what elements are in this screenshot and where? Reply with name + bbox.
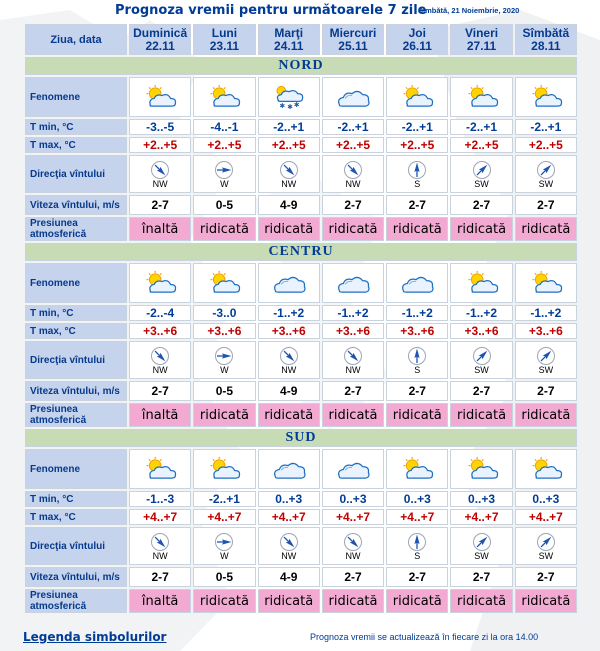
sun-cloud-icon (462, 270, 502, 296)
tmax-cell: +3..+6 (515, 323, 577, 339)
wind-speed-cell: 2-7 (515, 567, 577, 587)
phenomena-cell (450, 77, 512, 117)
wind-speed-cell: 4-9 (258, 567, 320, 587)
wind-speed-cell: 2-7 (322, 381, 384, 401)
wind-direction-cell (193, 155, 255, 193)
tmax-cell: +3..+6 (193, 323, 255, 339)
day-date: 22.11 (145, 38, 175, 53)
tmin-cell: -1..+2 (515, 305, 577, 321)
wind-direction-row (25, 527, 577, 565)
wind-speed-row (25, 567, 577, 587)
day-date: 23.11 (209, 38, 240, 53)
tmin-cell: -2..+1 (386, 119, 448, 135)
wind-direction-value: NW (152, 551, 168, 561)
tmin-cell: -1..+2 (258, 305, 320, 321)
phenomena-cell (193, 263, 255, 303)
day-name: Sîmbătă (522, 25, 570, 40)
wind-arrow-icon (535, 346, 557, 366)
tmax-cell: +2..+5 (322, 137, 384, 153)
footer (0, 626, 600, 651)
pressure-label: Presiunea atmosferică (25, 589, 127, 613)
tmin-cell: -4..-1 (193, 119, 255, 135)
wind-direction-cell (322, 341, 384, 379)
wind-arrow-icon (278, 532, 300, 552)
wind-direction-value: SW (474, 179, 489, 189)
wind-direction-value: NW (345, 551, 361, 561)
tmax-row (25, 323, 577, 339)
wind-speed-cell: 2-7 (129, 381, 191, 401)
wind-direction-cell (386, 155, 448, 193)
tmin-cell: 0..+3 (515, 491, 577, 507)
wind-speed-row (25, 195, 577, 215)
tmax-cell: +3..+6 (450, 323, 512, 339)
tmax-label: T max, °C (25, 137, 127, 153)
wind-arrow-icon (342, 532, 364, 552)
phenomena-label: Fenomene (25, 449, 127, 489)
region-row (25, 57, 577, 75)
pressure-cell: ridicată (450, 403, 512, 427)
wind-direction-value: NW (345, 365, 361, 375)
pressure-cell: ridicată (193, 589, 255, 613)
tmin-cell: -2..-4 (129, 305, 191, 321)
phenomena-cell (322, 77, 384, 117)
phenomena-cell (193, 449, 255, 489)
wind-speed-cell: 4-9 (258, 195, 320, 215)
pressure-cell: ridicată (322, 217, 384, 241)
wind-direction-value: S (414, 365, 421, 375)
tmax-row (25, 137, 577, 153)
forecast-table (23, 22, 579, 615)
sun-cloud-icon (397, 456, 437, 482)
wind-speed-cell: 2-7 (515, 195, 577, 215)
day-date: 24.11 (274, 38, 304, 53)
tmin-cell: -1..+2 (450, 305, 512, 321)
sun-cloud-icon (140, 456, 180, 482)
pressure-cell: înaltă (129, 403, 191, 427)
wind-arrow-icon (213, 346, 235, 366)
tmax-label: T max, °C (25, 323, 127, 339)
sun-cloud-icon (526, 84, 566, 110)
pressure-cell: ridicată (386, 589, 448, 613)
cloud-icon (269, 456, 309, 482)
region-title: NORD (25, 57, 577, 75)
tmax-cell: +4..+7 (258, 509, 320, 525)
tmax-cell: +3..+6 (129, 323, 191, 339)
sun-cloud-icon (462, 84, 502, 110)
day-name: Luni (211, 25, 238, 40)
tmin-cell: -2..+1 (450, 119, 512, 135)
tmin-label: T min, °C (25, 119, 127, 135)
pressure-row (25, 217, 577, 241)
tmax-cell: +4..+7 (386, 509, 448, 525)
svg-text:✱: ✱ (286, 103, 293, 110)
pressure-cell: înaltă (129, 217, 191, 241)
current-date: Sîmbătă, 21 Noiembrie, 2020 (418, 6, 520, 15)
wind-speed-cell: 2-7 (386, 195, 448, 215)
tmin-cell: -1..+2 (386, 305, 448, 321)
pressure-cell: ridicată (515, 403, 577, 427)
phenomena-cell (515, 449, 577, 489)
wind-direction-cell (258, 341, 320, 379)
tmin-cell: 0..+3 (258, 491, 320, 507)
phenomena-cell (322, 449, 384, 489)
wind-direction-cell (515, 527, 577, 565)
wind-direction-value: SW (538, 365, 554, 375)
tmax-cell: +2..+5 (386, 137, 448, 153)
wind-arrow-icon (471, 160, 493, 180)
tmax-cell: +3..+6 (258, 323, 320, 339)
wind-arrow-icon (406, 346, 428, 366)
phenomena-cell (258, 449, 320, 489)
tmax-cell: +4..+7 (450, 509, 512, 525)
wind-arrow-icon (149, 346, 171, 366)
phenomena-label: Fenomene (25, 77, 127, 117)
day-name: Joi (408, 25, 426, 40)
tmin-row (25, 305, 577, 321)
pressure-cell: ridicată (193, 403, 255, 427)
wind-direction-value: NW (281, 179, 297, 189)
day-date: 27.11 (466, 38, 497, 53)
tmin-cell: 0..+3 (386, 491, 448, 507)
phenomena-cell (129, 449, 191, 489)
tmin-row (25, 119, 577, 135)
tmin-cell: 0..+3 (450, 491, 512, 507)
wind-arrow-icon (342, 346, 364, 366)
phenomena-cell (322, 263, 384, 303)
wind-arrow-icon (406, 160, 428, 180)
wind-arrow-icon (213, 160, 235, 180)
tmin-cell: -2..+1 (258, 119, 320, 135)
wind-direction-label: Direcţia vîntului (25, 527, 127, 565)
phenomena-row (25, 449, 577, 489)
day-header (193, 24, 255, 55)
phenomena-cell (450, 449, 512, 489)
wind-speed-row (25, 381, 577, 401)
wind-arrow-icon (406, 532, 428, 552)
wind-speed-cell: 0-5 (193, 567, 255, 587)
tmax-cell: +2..+5 (450, 137, 512, 153)
wind-speed-label: Viteza vîntului, m/s (25, 195, 127, 215)
tmax-cell: +2..+5 (258, 137, 320, 153)
wind-direction-cell (193, 341, 255, 379)
pressure-cell: înaltă (129, 589, 191, 613)
phenomena-cell (386, 263, 448, 303)
tmax-cell: +4..+7 (322, 509, 384, 525)
sun-cloud-icon (526, 270, 566, 296)
pressure-cell: ridicată (258, 589, 320, 613)
wind-speed-label: Viteza vîntului, m/s (25, 567, 127, 587)
wind-direction-value: SW (538, 551, 554, 561)
phenomena-row (25, 77, 577, 117)
wind-arrow-icon (535, 532, 557, 552)
legend-link[interactable]: Legenda simbolurilor (23, 630, 167, 644)
tmin-label: T min, °C (25, 491, 127, 507)
pressure-cell: ridicată (450, 589, 512, 613)
header (0, 0, 600, 22)
tmin-cell: -2..+1 (322, 119, 384, 135)
wind-arrow-icon (471, 532, 493, 552)
sun-cloud-icon (140, 84, 180, 110)
wind-direction-value: NW (152, 365, 168, 375)
day-header (450, 24, 512, 55)
sun-cloud-icon (140, 270, 180, 296)
wind-speed-label: Viteza vîntului, m/s (25, 381, 127, 401)
cloud-icon (333, 270, 373, 296)
cloud-icon (397, 270, 437, 296)
wind-direction-cell (450, 341, 512, 379)
wind-arrow-icon (213, 532, 235, 552)
wind-direction-row (25, 155, 577, 193)
wind-direction-cell (450, 155, 512, 193)
wind-direction-value: W (220, 365, 229, 375)
wind-speed-cell: 2-7 (386, 567, 448, 587)
svg-text:✱: ✱ (279, 102, 285, 110)
wind-direction-value: SW (474, 365, 489, 375)
wind-speed-cell: 2-7 (450, 195, 512, 215)
tmax-label: T max, °C (25, 509, 127, 525)
wind-arrow-icon (471, 346, 493, 366)
pressure-cell: ridicată (515, 589, 577, 613)
wind-direction-value: NW (152, 179, 168, 189)
wind-arrow-icon (149, 160, 171, 180)
wind-direction-cell (515, 341, 577, 379)
wind-arrow-icon (535, 160, 557, 180)
day-name: Duminică (133, 25, 188, 40)
tmax-cell: +3..+6 (386, 323, 448, 339)
wind-direction-cell (258, 527, 320, 565)
wind-direction-cell (193, 527, 255, 565)
region-title: SUD (25, 429, 577, 447)
wind-speed-cell: 4-9 (258, 381, 320, 401)
wind-direction-value: SW (538, 179, 554, 189)
sun-cloud-icon (204, 270, 244, 296)
tmax-cell: +4..+7 (129, 509, 191, 525)
tmin-cell: -1..-3 (129, 491, 191, 507)
wind-direction-value: NW (345, 179, 361, 189)
wind-speed-cell: 2-7 (322, 195, 384, 215)
pressure-label: Presiunea atmosferică (25, 217, 127, 241)
wind-arrow-icon (149, 532, 171, 552)
day-name: Marţi (274, 25, 304, 40)
tmax-cell: +2..+5 (193, 137, 255, 153)
pressure-cell: ridicată (386, 403, 448, 427)
tmin-row (25, 491, 577, 507)
cloud-icon (269, 270, 309, 296)
wind-direction-label: Direcţia vîntului (25, 155, 127, 193)
cloud-icon (333, 84, 373, 110)
phenomena-cell (193, 77, 255, 117)
tmax-cell: +4..+7 (193, 509, 255, 525)
wind-direction-cell (322, 155, 384, 193)
wind-speed-cell: 2-7 (322, 567, 384, 587)
wind-speed-cell: 2-7 (515, 381, 577, 401)
wind-direction-value: S (414, 179, 421, 189)
phenomena-cell (129, 77, 191, 117)
wind-direction-value: S (414, 551, 421, 561)
update-note: Prognoza vremii se actualizează în fiecare zi la ora 14.00 (310, 632, 539, 642)
cloud-snow-icon (269, 84, 309, 110)
wind-speed-cell: 0-5 (193, 195, 255, 215)
day-date-header: Ziua, data (25, 24, 127, 55)
pressure-cell: ridicată (258, 403, 320, 427)
tmin-cell: -2..+1 (515, 119, 577, 135)
wind-direction-cell (129, 527, 191, 565)
wind-direction-value: NW (281, 551, 297, 561)
phenomena-cell (258, 77, 320, 117)
region-title: CENTRU (25, 243, 577, 261)
wind-direction-value: W (220, 179, 229, 189)
phenomena-label: Fenomene (25, 263, 127, 303)
tmin-cell: -2..+1 (193, 491, 255, 507)
sun-cloud-icon (204, 84, 244, 110)
day-name: Miercuri (329, 25, 377, 40)
pressure-cell: ridicată (322, 403, 384, 427)
phenomena-cell (515, 263, 577, 303)
tmax-cell: +2..+5 (515, 137, 577, 153)
wind-speed-cell: 2-7 (450, 567, 512, 587)
wind-direction-cell (129, 341, 191, 379)
tmin-cell: -3..-5 (129, 119, 191, 135)
tmax-row (25, 509, 577, 525)
wind-direction-cell (322, 527, 384, 565)
wind-direction-cell (386, 341, 448, 379)
wind-arrow-icon (278, 160, 300, 180)
cloud-icon (333, 456, 373, 482)
wind-direction-value: SW (474, 551, 489, 561)
day-date: 28.11 (531, 38, 561, 53)
day-header (129, 24, 191, 55)
day-name: Vineri (464, 25, 499, 40)
sun-cloud-icon (526, 456, 566, 482)
day-header (322, 24, 384, 55)
wind-direction-row (25, 341, 577, 379)
sun-cloud-icon (462, 456, 502, 482)
wind-speed-cell: 2-7 (129, 195, 191, 215)
pressure-cell: ridicată (515, 217, 577, 241)
wind-direction-cell (258, 155, 320, 193)
region-row (25, 243, 577, 261)
pressure-label: Presiunea atmosferică (25, 403, 127, 427)
phenomena-cell (515, 77, 577, 117)
wind-speed-cell: 2-7 (386, 381, 448, 401)
day-header (386, 24, 448, 55)
pressure-row (25, 589, 577, 613)
wind-direction-value: W (220, 551, 229, 561)
day-date: 26.11 (402, 38, 432, 53)
phenomena-cell (450, 263, 512, 303)
day-header (258, 24, 320, 55)
pressure-cell: ridicată (450, 217, 512, 241)
pressure-cell: ridicată (322, 589, 384, 613)
wind-speed-cell: 2-7 (129, 567, 191, 587)
phenomena-cell (386, 77, 448, 117)
tmin-cell: 0..+3 (322, 491, 384, 507)
pressure-row (25, 403, 577, 427)
sun-cloud-icon (204, 456, 244, 482)
tmin-cell: -1..+2 (322, 305, 384, 321)
tmin-cell: -3..0 (193, 305, 255, 321)
svg-text:✱: ✱ (293, 101, 300, 110)
wind-direction-cell (129, 155, 191, 193)
pressure-cell: ridicată (386, 217, 448, 241)
tmax-cell: +2..+5 (129, 137, 191, 153)
sun-cloud-icon (397, 84, 437, 110)
day-header-row (25, 24, 577, 55)
wind-speed-cell: 0-5 (193, 381, 255, 401)
day-date: 25.11 (338, 38, 368, 53)
tmax-cell: +4..+7 (515, 509, 577, 525)
phenomena-cell (386, 449, 448, 489)
tmin-label: T min, °C (25, 305, 127, 321)
page-title: Prognoza vremii pentru următoarele 7 zile (115, 3, 427, 18)
phenomena-cell (258, 263, 320, 303)
wind-direction-cell (515, 155, 577, 193)
day-header (515, 24, 577, 55)
region-row (25, 429, 577, 447)
tmax-cell: +3..+6 (322, 323, 384, 339)
wind-speed-cell: 2-7 (450, 381, 512, 401)
wind-direction-value: NW (281, 365, 297, 375)
wind-direction-cell (450, 527, 512, 565)
wind-arrow-icon (278, 346, 300, 366)
pressure-cell: ridicată (193, 217, 255, 241)
phenomena-row (25, 263, 577, 303)
phenomena-cell (129, 263, 191, 303)
wind-arrow-icon (342, 160, 364, 180)
wind-direction-cell (386, 527, 448, 565)
wind-direction-label: Direcţia vîntului (25, 341, 127, 379)
pressure-cell: ridicată (258, 217, 320, 241)
